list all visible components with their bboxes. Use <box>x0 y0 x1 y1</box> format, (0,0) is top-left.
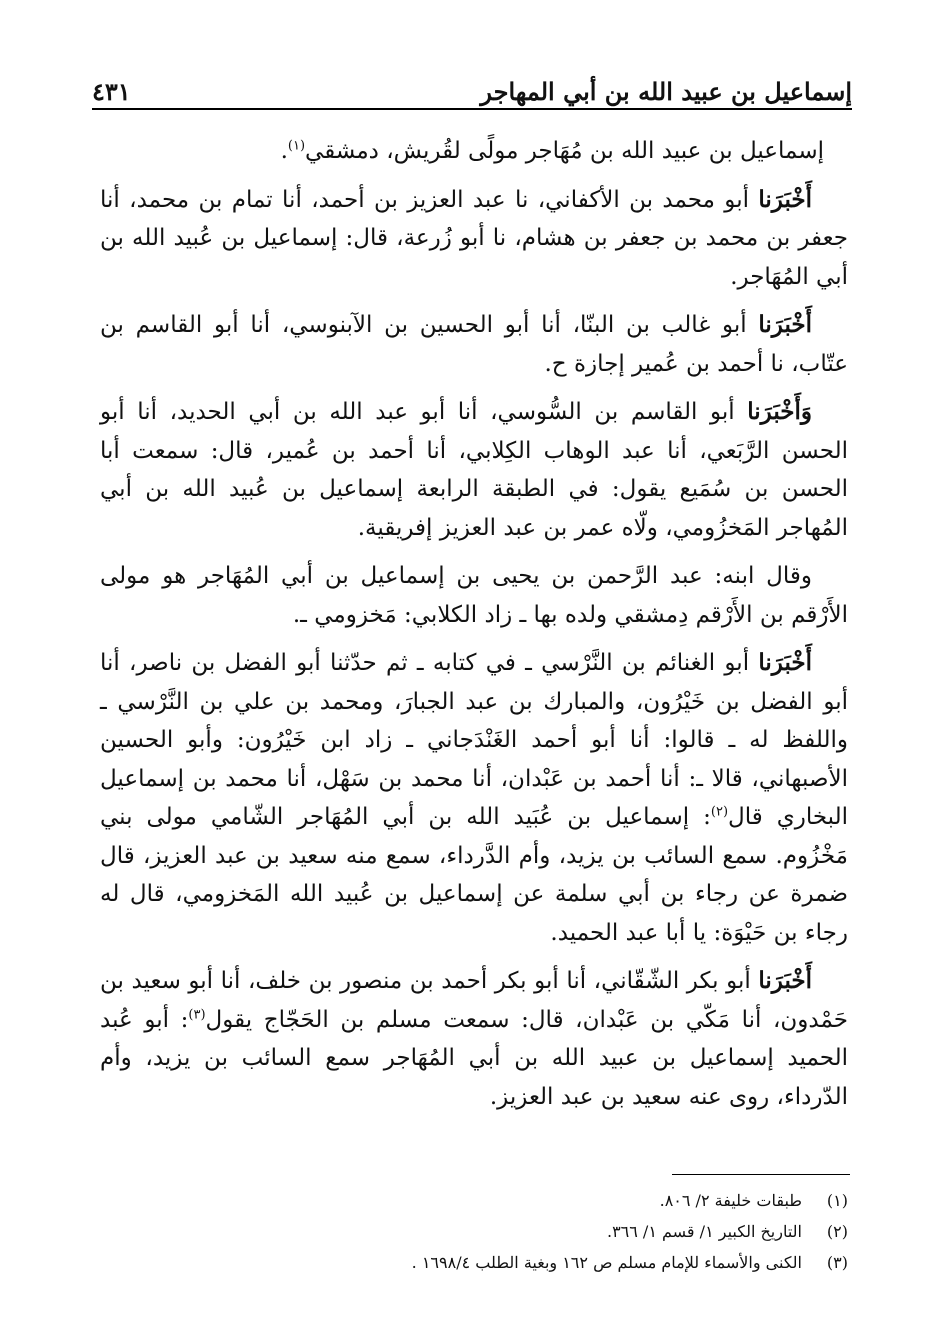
paragraph <box>100 557 848 634</box>
paragraph-text: أبو محمد بن الأكفاني، نا عبد العزيز بن أحمد، أنا تمام بن محمد، أنا جعفر بن محمد بن جعفر بن هشام، نا أبو زُرعة، قال: إسماعيل بن عُبيد الله بن أبي المُهَاجر. <box>100 186 848 290</box>
footnote <box>300 1185 848 1216</box>
footnote-number: (١) <box>826 1191 848 1210</box>
paragraph <box>100 393 848 547</box>
paragraph-text: أبو غالب بن البنّا، أنا أبو الحسين بن الآبنوسي، أنا أبو القاسم بن عتّاب، نا أحمد بن عُمير إجازة ح. <box>100 312 848 377</box>
footnote-text: طبقات خليفة ٢/ ٨٠٦. <box>659 1191 802 1210</box>
paragraph <box>100 181 848 297</box>
footnote <box>300 1247 848 1278</box>
paragraph-tail: : أبو عُبد الحميد إسماعيل بن عبيد الله بن أبي المُهَاجر سمع السائب بن يزيد، وأم الدّرداء، روى عنه سعيد بن عبد العزيز. <box>100 1006 848 1110</box>
footnote-marker: (١) <box>287 138 306 154</box>
paragraph-text: أبو الغنائم بن النَّرْسي ـ في كتابه ـ ثم حدّثنا أبو الفضل بن ناصر، أنا أبو الفضل بن خَيْرُون، والمبارك بن عبد الجبارَ، ومحمد بن علي بن النَّرْسي ـ واللفظ له ـ قالوا: أنا أبو أحمد الغَنْدَجاني ـ زاد ابن خَيْرُون: وأبو الحسين الأصبهاني، قالا ـ: أنا أحمد بن عَبْدان، أنا محمد بن سَهْل، أنا محمد بن إسماعيل البخاري قال <box>100 650 849 830</box>
paragraph-lead: أَخْبَرَنا <box>758 967 812 994</box>
footnotes <box>300 1185 848 1278</box>
paragraph <box>100 306 848 383</box>
footnote-marker: (٢) <box>710 804 729 820</box>
footnote-number: (٢) <box>826 1222 848 1241</box>
page-header <box>92 72 852 106</box>
paragraph-lead: وَأَخْبَرَنا <box>747 398 812 425</box>
paragraph-text: أبو القاسم بن السُّوسي، أنا أبو عبد الله بن أبي الحديد، أنا أبو الحسن الرَّبَعي، أنا عبد الوهاب الكِلابي، أنا أحمد بن عُمير، قال: سمعت أبا الحسن بن سُمَيع يقول: في الطبقة الرابعة إسماعيل بن عُبيد الله بن أبي المُهاجر المَخزُومي، ولّاه عمر بن عبد العزيز إفريقية. <box>100 399 848 541</box>
page-number: ٤٣١ <box>92 77 131 106</box>
paragraph-text: وقال ابنه: عبد الرَّحمن بن يحيى بن إسماعيل بن أبي المُهَاجر هو مولى الأَرْقم بن الأَرْقم دِمشقي ولده بها ـ زاد الكلابي: مَخزومي ـ. <box>100 563 848 628</box>
paragraph-lead: أَخْبَرَنا <box>758 649 812 676</box>
paragraph-text: إسماعيل بن عبيد الله بن مُهَاجر مولًى لقُريش، دمشقي <box>305 138 824 164</box>
running-title: إسماعيل بن عبيد الله بن أبي المهاجر <box>480 77 852 106</box>
paragraph-lead: أَخْبَرَنا <box>758 311 812 338</box>
paragraph-tail: : إسماعيل بن عُبَيد الله بن أبي المُهَاجر الشّامي مولى بني مَخْزُوم. سمع السائب بن يزيد، وأم الدَّرداء، سمع منه سعيد بن عبد العزيز، قال ضمرة عن رجاء بن أبي سلمة عن إسماعيل بن عُبيد الله المَخزومي، قال له رجاء بن حَيْوَة: يا أبا عبد الحميد. <box>100 804 848 946</box>
footnote-text: الكنى والأسماء للإمام مسلم ص ١٦٢ وبغية الطلب ١٦٩٨/٤ . <box>411 1253 802 1272</box>
footnote-marker: (٣) <box>188 1006 206 1022</box>
footnote-text: التاريخ الكبير ١/ قسم ١/ ٣٦٦. <box>606 1222 802 1241</box>
paragraph <box>100 132 848 171</box>
paragraph-text: أبو بكر الشّقّاني، أنا أبو بكر أحمد بن منصور بن خلف، أنا أبو سعيد بن حَمْدون، أنا مَكّي بن عَبْدان، قال: سمعت مسلم بن الحَجّاج يقول <box>100 968 848 1033</box>
paragraph <box>100 644 848 952</box>
header-rule <box>92 108 852 110</box>
paragraph <box>100 962 848 1116</box>
footnote-number: (٣) <box>826 1253 848 1272</box>
main-text <box>100 132 848 1126</box>
footnote-rule <box>672 1174 850 1175</box>
paragraph-lead: أَخْبَرَنا <box>758 185 812 213</box>
paragraph-tail: . <box>280 138 288 164</box>
footnote <box>300 1216 848 1247</box>
